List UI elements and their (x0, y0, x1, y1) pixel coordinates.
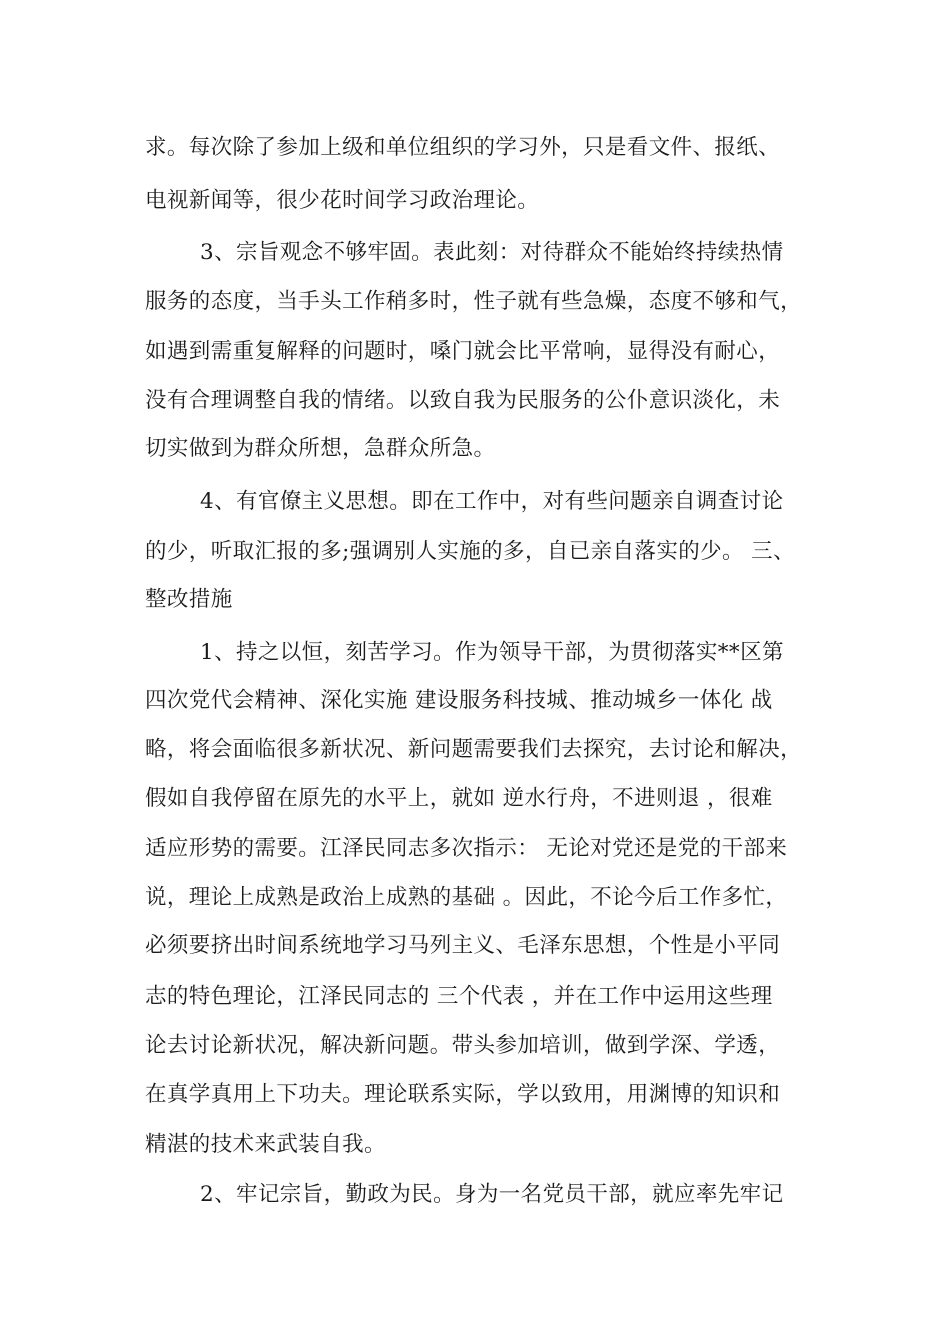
text-line: 必须要挤出时间系统地学习马列主义、毛泽东思想，个性是小平同 (145, 933, 781, 958)
text-line: 的少，听取汇报的多;强调别人实施的多，自已亲自落实的少。 三、 (145, 539, 795, 564)
text-line: 说，理论上成熟是政治上成熟的基础 。因此，不论今后工作多忙， (145, 885, 788, 910)
text-line: 没有合理调整自我的情绪。以致自我为民服务的公仆意识淡化，未 (145, 388, 781, 413)
text-line: 服务的态度，当手头工作稍多时，性子就有些急燥，态度不够和气， (145, 289, 803, 314)
text-line: 假如自我停留在原先的水平上，就如 逆水行舟，不进则退 ，很难 (145, 786, 773, 811)
text-line: 论去讨论新状况，解决新问题。带头参加培训，做到学深、学透， (145, 1033, 781, 1058)
paragraph-start-line: 4、有官僚主义思想。即在工作中，对有些问题亲自调查讨论 (200, 489, 784, 514)
text-line: 略，将会面临很多新状况、新问题需要我们去探究，去讨论和解决， (145, 737, 803, 762)
text-line: 切实做到为群众所想，急群众所急。 (145, 436, 496, 461)
text-line: 志的特色理论，江泽民同志的 三个代表 ，并在工作中运用这些理 (145, 984, 773, 1009)
text-line: 求。每次除了参加上级和单位组织的学习外，只是看文件、报纸、 (145, 135, 781, 160)
paragraph-start-line: 2、牢记宗旨，勤政为民。身为一名党员干部，就应率先牢记 (200, 1182, 784, 1207)
text-line: 如遇到需重复解释的问题时，嗓门就会比平常响，显得没有耐心， (145, 339, 781, 364)
text-line: 在真学真用上下功夫。理论联系实际，学以致用，用渊博的知识和 (145, 1082, 781, 1107)
text-line: 适应形势的需要。江泽民同志多次指示： 无论对党还是党的干部来 (145, 836, 788, 861)
text-line: 四次党代会精神、深化实施 建设服务科技城、推动城乡一体化 战 (145, 688, 773, 713)
text-line: 电视新闻等，很少花时间学习政治理论。 (145, 188, 540, 213)
text-line: 精湛的技术来武装自我。 (145, 1132, 386, 1157)
section-heading-line: 整改措施 (145, 587, 233, 612)
paragraph-start-line: 3、宗旨观念不够牢固。表此刻：对待群众不能始终持续热情 (200, 240, 784, 265)
paragraph-start-line: 1、持之以恒，刻苦学习。作为领导干部，为贯彻落实**区第 (200, 640, 784, 665)
